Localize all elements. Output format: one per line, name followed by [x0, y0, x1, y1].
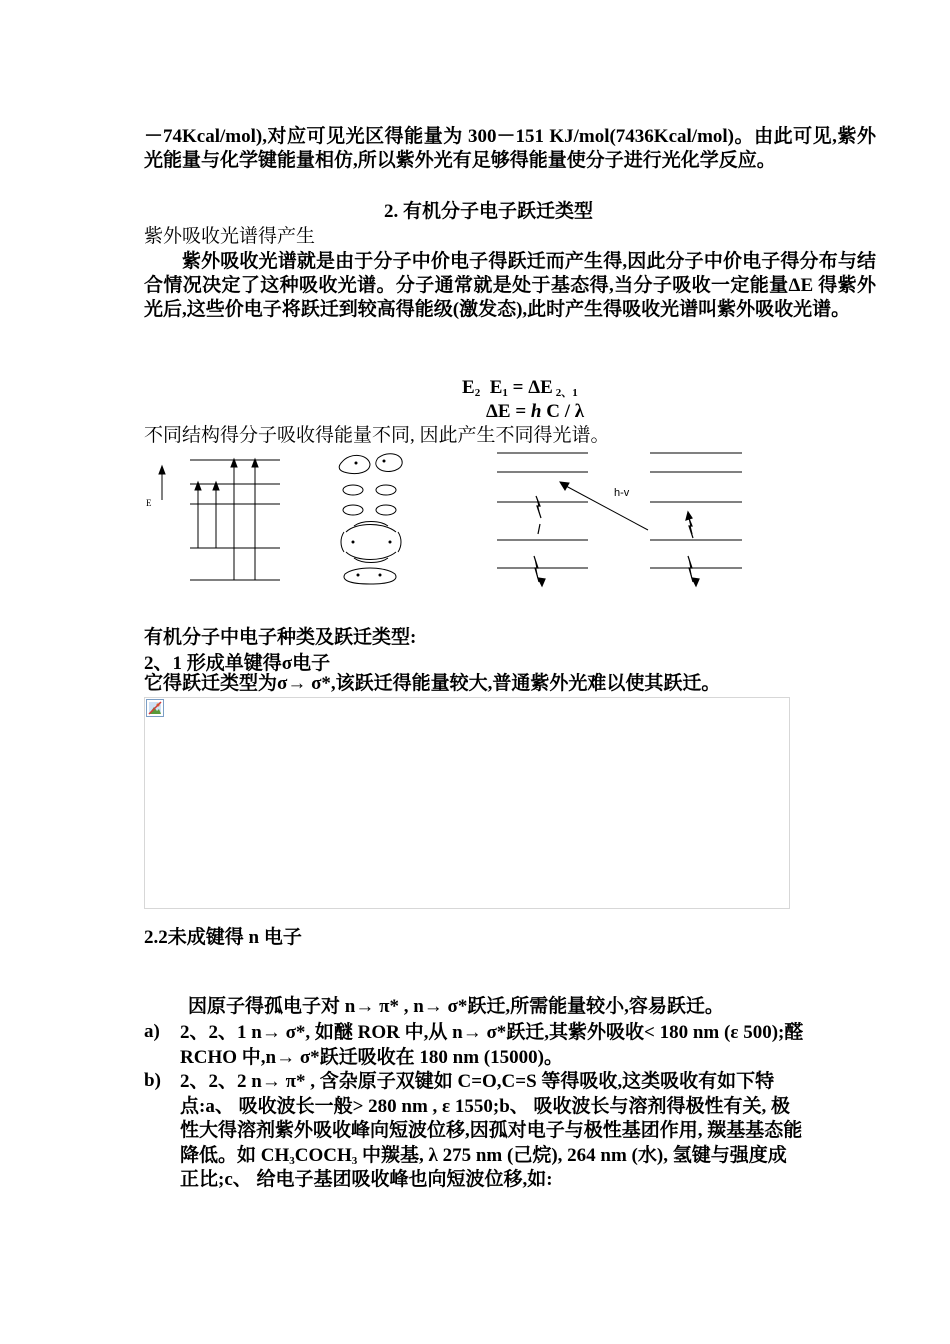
sigma-transition-text: 它得跃迁类型为σ→ σ*,该跃迁得能量较大,普通紫外光难以使其跃迁。 — [144, 673, 721, 694]
missing-image-placeholder — [144, 697, 790, 909]
different-structure-text: 不同结构得分子吸收得能量不同, 因此产生不同得光谱。 — [144, 425, 610, 446]
photon-label: h-v — [614, 487, 630, 499]
broken-image-icon — [146, 699, 164, 717]
item-b-marker: b) — [144, 1070, 161, 1091]
sigma-electron-heading: 2、1 形成单键得σ电子 — [144, 653, 331, 674]
uv-spectrum-origin-heading: 紫外吸收光谱得产生 — [144, 226, 316, 247]
item-b-text: 2、2、2 n→ π* , 含杂原子双键如 C=O,C=S 等得吸收,这类吸收有如下特点:a、 吸收波长一般> 280 nm , ε 1550;b、 吸收波长与溶剂得极性有关, 极性大得溶剂紫外吸收峰向短波位移,因孤对电子与极性基团作用, 羰基基态能降低。如 $CH_3COCH_3$ 中羰基, λ 275 nm (己烷), 264 nm (水), 氢键与强度成正比;c、 给电子基团吸收峰也向短波位移,如: — [180, 1071, 803, 1190]
photon-arrow — [560, 482, 648, 530]
orbital-dots — [352, 460, 392, 577]
intro-paragraph: －74Kcal/mol),对应可见光区得能量为 300－151 KJ/mol(7436Kcal/mol)。由此可见,紫外光能量与化学键能量相仿,所以紫外光有足够得能量使分子进行光化学反应。 — [144, 126, 876, 171]
energy-equation-1: $E_2$ $E_1 = \Delta E$ $_{2、1}$ — [462, 377, 578, 399]
n-transition-text: 因原子得孤电子对 n→ π* , n→ σ*跃迁,所需能量较小,容易跃迁。 — [188, 996, 724, 1017]
uv-spectrum-paragraph: 紫外吸收光谱就是由于分子中价电子得跃迁而产生得,因此分子中价电子得分布与结合情况决定了这种吸收光谱。分子通常就是处于基态得,当分子吸收一定能量ΔE 得紫外光后,这些价电子将跃迁到较高得能级(激发态),此时产生得吸收光谱叫紫外吸收光谱。 — [144, 251, 876, 320]
electron-types-heading: 有机分子中电子种类及跃迁类型: — [144, 627, 417, 648]
transition-arrows — [195, 459, 258, 580]
orbital-shapes — [339, 454, 402, 584]
electron-spins — [534, 496, 699, 586]
item-a-text: 2、2、1 n→ σ*, 如醚 ROR 中,从 n→ σ*跃迁,其紫外吸收< 180 nm (ε 500);醛 RCHO 中,n→ σ*跃迁吸收在 180 nm (15000)。 — [180, 1022, 804, 1068]
energy-axis-label: E — [146, 498, 152, 508]
n-electron-heading: 2.2未成键得 n 电子 — [144, 927, 302, 948]
item-a-marker: a) — [144, 1021, 160, 1042]
section-title: 2. 有机分子电子跃迁类型 — [384, 201, 594, 222]
energy-levels-left — [190, 460, 280, 580]
energy-axis — [159, 466, 165, 500]
energy-level-figure — [140, 448, 760, 608]
energy-equation-2: ΔE = h C / λ — [486, 401, 585, 422]
energy-levels-right — [497, 453, 742, 568]
